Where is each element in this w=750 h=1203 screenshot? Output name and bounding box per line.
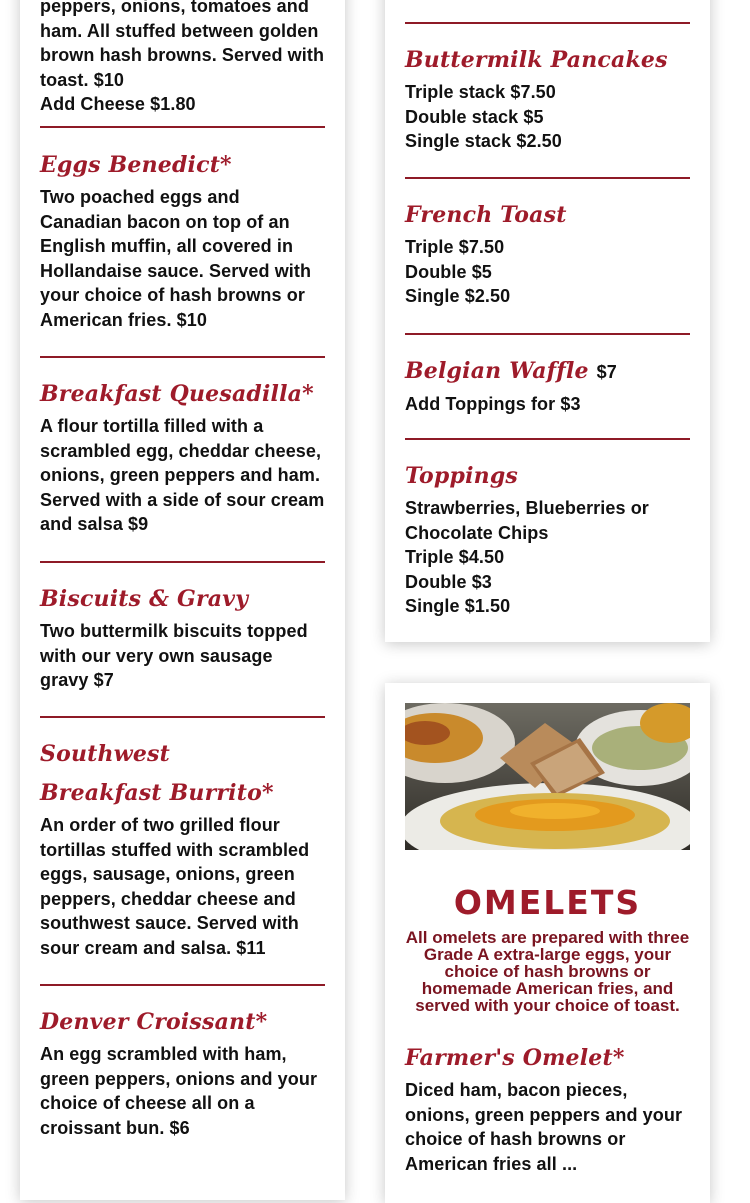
item-title: French Toast [405, 202, 567, 228]
menu-item-buttermilk-pancakes [405, 41, 690, 154]
omelet-photo-image [405, 703, 690, 850]
price-line: Strawberries, Blueberries or Chocolate Chips [405, 498, 649, 543]
section-intro: All omelets are prepared with three Grade A extra-large eggs, your choice of hash browns or homemade American fries, and served with your choice of toast. [405, 928, 690, 1015]
item-title-row [405, 352, 690, 392]
intro-description: peppers, onions, tomatoes and ham. All stuffed between golden brown hash browns. Served with toast. $10 [40, 0, 325, 90]
omelets-card [385, 683, 710, 1203]
item-title: Southwest Breakfast Burrito* [40, 741, 274, 806]
item-title: Eggs Benedict* [40, 152, 232, 178]
item-title: Farmer's Omelet* [405, 1045, 625, 1071]
divider [405, 22, 690, 24]
item-description: An order of two grilled flour tortillas stuffed with scrambled eggs, sausage, onions, green peppers, cheddar cheese and southwest sauce. Served with sour cream and salsa. $11 [40, 815, 310, 958]
menu-item-eggs-benedict [40, 146, 325, 333]
item-title: Breakfast Quesadilla* [40, 381, 314, 407]
divider [40, 716, 325, 718]
price-line: Double stack $5 [405, 106, 544, 127]
section-heading-omelets: OMELETS [453, 883, 642, 922]
price-line: Double $3 [405, 571, 492, 592]
item-title: Denver Croissant* [40, 1009, 268, 1035]
divider [40, 561, 325, 563]
divider [40, 126, 325, 128]
item-title: Toppings [405, 463, 519, 489]
menu-item-toppings [405, 457, 690, 619]
menu-item-breakfast-quesadilla [40, 375, 325, 537]
price-line: Single stack $2.50 [405, 131, 562, 152]
divider [40, 984, 325, 986]
menu-item-french-toast [405, 196, 690, 309]
divider [405, 333, 690, 335]
price-line: Triple $4.50 [405, 547, 505, 568]
item-title: Buttermilk Pancakes [405, 47, 668, 73]
item-description: Two buttermilk biscuits topped with our very own sausage gravy $7 [40, 621, 308, 691]
divider [40, 356, 325, 358]
menu-item-southwest-burrito [40, 735, 325, 961]
price-line: Add Toppings for $3 [405, 394, 581, 414]
price-line: Triple $7.50 [405, 237, 505, 257]
left-menu-card [20, 0, 345, 1200]
item-description: Two poached eggs and Canadian bacon on top of an English muffin, all covered in Hollandaise sauce. Served with your choice of hash browns or American fries. $10 [40, 187, 312, 330]
item-description: An egg scrambled with ham, green peppers, onions and your choice of cheese all on a croissant bun. $6 [40, 1044, 318, 1138]
divider [405, 438, 690, 440]
divider [405, 177, 690, 179]
right-menu-card [385, 0, 710, 642]
omelet-photo [405, 703, 690, 850]
intro-addon: Add Cheese $1.80 [40, 94, 196, 115]
item-title: Biscuits & Gravy [40, 586, 249, 612]
price-line: Single $1.50 [405, 596, 511, 617]
item-title: Belgian Waffle [405, 358, 589, 384]
item-description: Diced ham, bacon pieces, onions, green peppers and your choice of hash browns or American fries all ... [405, 1080, 683, 1174]
price-line: Single $2.50 [405, 286, 511, 307]
menu-item-farmers-omelet [405, 1039, 690, 1176]
price-line: Triple stack $7.50 [405, 82, 556, 102]
menu-item-biscuits-gravy [40, 580, 325, 693]
item-price: $7 [596, 362, 618, 382]
item-description: A flour tortilla filled with a scrambled egg, cheddar cheese, onions, green peppers and ham. Served with a side of sour cream and salsa $9 [40, 416, 325, 535]
price-line: Double $5 [405, 261, 492, 282]
menu-item-denver-croissant [40, 1003, 325, 1140]
menu-item-belgian-waffle [405, 352, 690, 417]
